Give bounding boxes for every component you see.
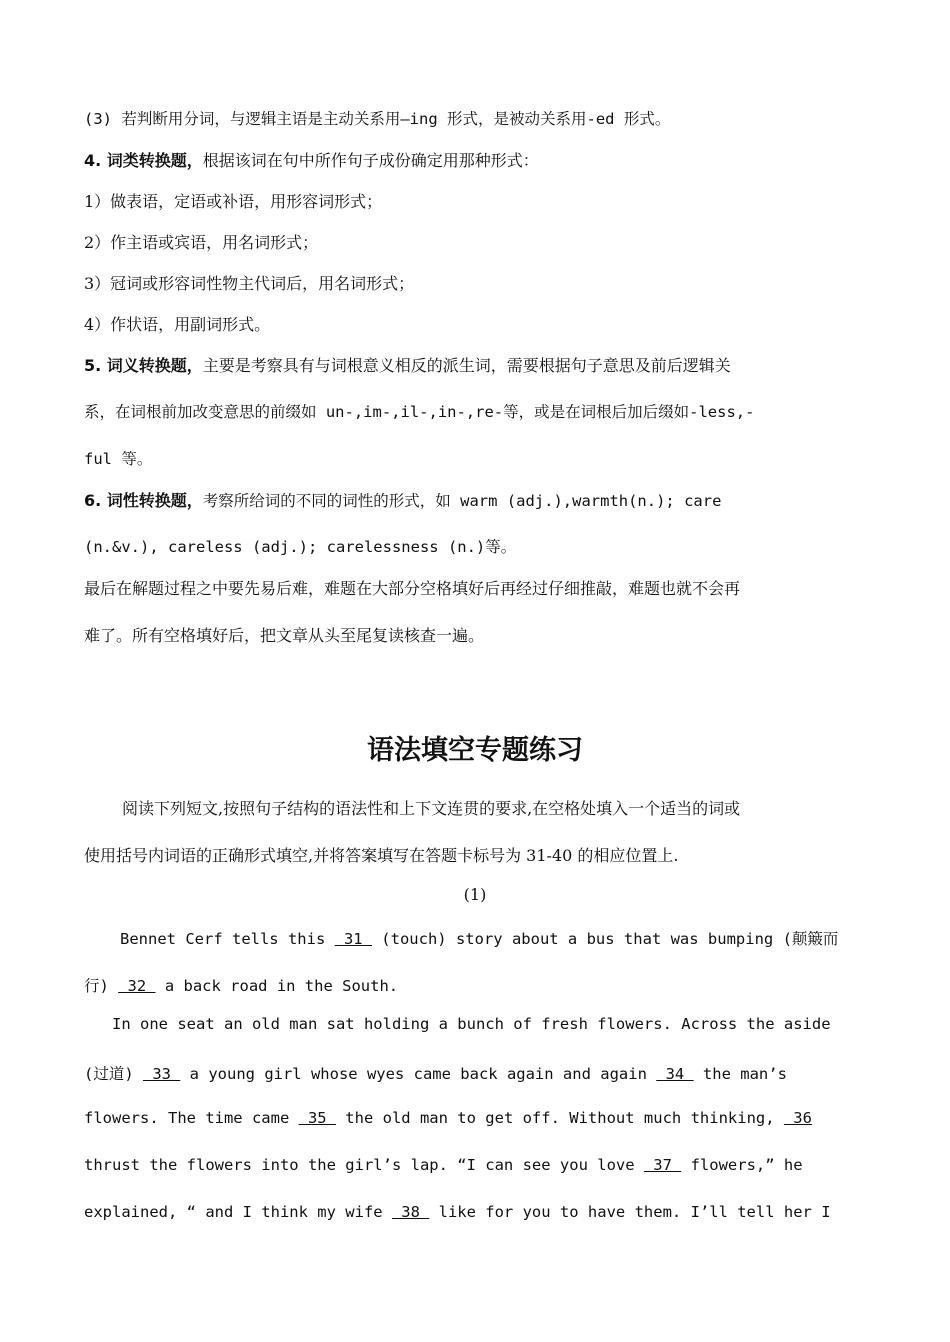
rule-5-heading: 5. 词义转换题， bbox=[84, 356, 203, 375]
passage-text: like for you to have them. I’ll tell her I bbox=[429, 1203, 831, 1221]
passage-text: (过道) bbox=[84, 1065, 143, 1083]
passage-label: (1) bbox=[463, 885, 487, 904]
passage-text: thrust the flowers into the girl’s lap. “I can see you love bbox=[84, 1156, 644, 1174]
passage-text: (touch) story about a bus that was bumping (颠簸而 bbox=[371, 930, 839, 948]
rule-6-heading: 6. 词性转换题， bbox=[84, 491, 203, 510]
blank-33: 33 bbox=[143, 1065, 181, 1083]
passage-text: flowers,” he bbox=[681, 1156, 803, 1174]
instruction-line-2: 使用括号内词语的正确形式填空,并将答案填写在答题卡标号为 31-40 的相应位置上. bbox=[84, 846, 679, 865]
blank-34: 34 bbox=[656, 1065, 694, 1083]
rule-4-item: 1）做表语，定语或补语，用形容词形式； bbox=[84, 192, 383, 211]
section-title: 语法填空专题练习 bbox=[367, 735, 583, 766]
passage-line-2 bbox=[84, 974, 866, 996]
passage-line-5 bbox=[84, 1109, 866, 1127]
passage-text: flowers. The time came bbox=[84, 1109, 299, 1127]
rule-3-text: (3) 若判断用分词，与逻辑主语是主动关系用—ing 形式，是被动关系用-ed 形式。 bbox=[84, 110, 671, 128]
rule-6-line-2: (n.&v.), careless (adj.); carelessness (n.)等。 bbox=[84, 538, 517, 556]
blank-35: 35 bbox=[298, 1109, 336, 1127]
rule-4-item: 4）作状语，用副词形式。 bbox=[84, 315, 271, 334]
passage-line-6 bbox=[84, 1156, 866, 1174]
passage-text: a back road in the South. bbox=[155, 977, 399, 995]
closing-line-2: 难了。所有空格填好后，把文章从头至尾复读核查一遍。 bbox=[84, 626, 485, 645]
blank-38: 38 bbox=[391, 1203, 430, 1221]
passage-line-4 bbox=[84, 1062, 866, 1084]
passage-line-1 bbox=[120, 927, 866, 949]
rule-4-item: 2）作主语或宾语，用名词形式； bbox=[84, 233, 319, 252]
rule-5 bbox=[84, 353, 866, 376]
blank-31: 31 bbox=[334, 930, 372, 948]
rule-5-line-3: ful 等。 bbox=[84, 450, 153, 468]
blank-32: 32 bbox=[118, 977, 156, 995]
blank-36: 36 bbox=[783, 1109, 812, 1127]
rule-4-item: 3）冠词或形容词性物主代词后，用名词形式； bbox=[84, 274, 415, 293]
rule-4-heading: 4. 词类转换题， bbox=[84, 151, 203, 170]
passage-line-7 bbox=[84, 1203, 866, 1221]
rule-4 bbox=[84, 148, 866, 171]
passage-text: the old man to get off. Without much thinking, bbox=[335, 1109, 784, 1127]
passage-text: Bennet Cerf tells this bbox=[120, 930, 335, 948]
closing-line-1: 最后在解题过程之中要先易后难，难题在大部分空格填好后再经过仔细推敲，难题也就不会再 bbox=[84, 579, 741, 598]
passage-text: explained, “ and I think my wife bbox=[84, 1203, 392, 1221]
rule-6 bbox=[84, 488, 866, 511]
rule-5-line-2: 系，在词根前加改变意思的前缀如 un-,im-,il-,in-,re-等，或是在词根后加后缀如-less,- bbox=[84, 403, 755, 421]
passage-text: a young girl whose wyes came back again and again bbox=[180, 1065, 657, 1083]
passage-text: the man’s bbox=[693, 1065, 787, 1083]
rule-5-text: 主要是考察具有与词根意义相反的派生词，需要根据句子意思及前后逻辑关 bbox=[202, 356, 731, 375]
rule-4-text: 根据该词在句中所作句子成份确定用那种形式： bbox=[202, 151, 539, 170]
rule-6-text: 考察所给词的不同的词性的形式，如 warm (adj.),warmth(n.); care bbox=[202, 492, 722, 510]
passage-text: 行) bbox=[84, 977, 119, 995]
blank-37: 37 bbox=[643, 1156, 682, 1174]
passage-line-3: In one seat an old man sat holding a bunch of fresh flowers. Across the aside bbox=[112, 1015, 831, 1033]
instruction-line-1: 阅读下列短文,按照句子结构的语法性和上下文连贯的要求,在空格处填入一个适当的词或 bbox=[122, 799, 741, 818]
